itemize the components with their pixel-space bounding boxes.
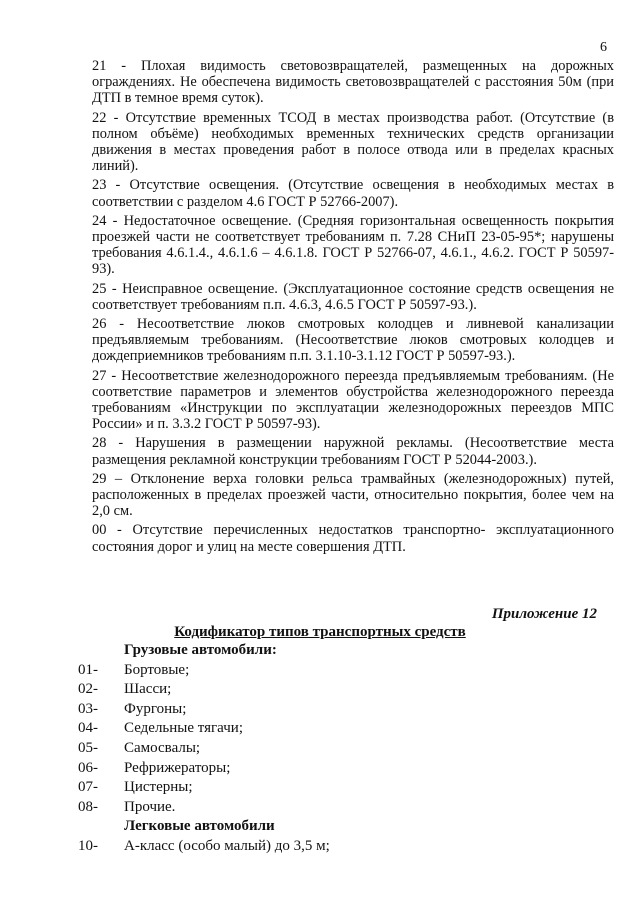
list-item — [92, 281, 614, 313]
vehicle-type: Бортовые; — [124, 661, 190, 678]
item-text: Несоответствие люков смотровых колодцев и ливневой канализации предъявляемым требованиям. (Несоответствие люков смотровых колодцев и дождеприемников требованиям п.п. 3.1.10-3.1.12 ГОСТ Р 50597-93.). — [92, 316, 614, 365]
vehicle-type: Рефрижераторы; — [124, 759, 231, 776]
list-item — [92, 213, 614, 278]
list-item — [78, 837, 618, 857]
list-item — [78, 700, 618, 720]
item-code: 26 - — [92, 316, 124, 333]
vehicle-code: 08- — [78, 798, 98, 815]
appendix-label: Приложение 12 — [491, 606, 597, 622]
list-item — [92, 177, 614, 209]
list-item — [92, 471, 614, 520]
page-number: 6 — [600, 40, 607, 55]
vehicle-codifier — [78, 641, 618, 857]
deficiency-list — [92, 58, 614, 558]
item-code: 21 - — [92, 58, 127, 74]
vehicle-code: 02- — [78, 681, 98, 698]
vehicle-type: А-класс (особо малый) до 3,5 м; — [124, 837, 330, 854]
list-item — [78, 719, 618, 739]
list-item — [92, 435, 614, 467]
item-text: Отсутствие освещения. (Отсутствие освещения в необходимых местах в соответствии с разделом 4.6 ГОСТ Р 52766-2007). — [92, 177, 614, 210]
item-code: 00 - — [92, 522, 122, 539]
item-text: Недостаточное освещение. (Средняя горизонтальная освещенность покрытия проезжей части не соответствует требованиям п. 7.28 СНиП 23-05-95*; нарушены требования 4.6.1.4., 4.6.1.6 – 4.6.1.8. ГОСТ Р 52766-07, 4.6.1., 4.6.2. ГОСТ Р 50597-93). — [92, 212, 614, 278]
list-item — [78, 661, 618, 681]
vehicle-code: 01- — [78, 661, 98, 678]
appendix-title: Кодификатор типов транспортных средств — [174, 624, 466, 640]
vehicle-code: 04- — [78, 720, 98, 737]
vehicle-type: Седельные тягачи; — [124, 720, 243, 737]
list-item — [92, 368, 614, 433]
item-text: Отсутствие перечисленных недостатков транспортно- эксплуатационного состояния дорог и улиц на месте совершения ДТП. — [92, 522, 614, 555]
cars-heading: Легковые автомобили — [124, 818, 275, 835]
item-code: 25 - — [92, 280, 117, 297]
vehicle-code: 05- — [78, 739, 98, 756]
vehicle-type: Прочие. — [124, 798, 176, 815]
vehicle-type: Самосвалы; — [124, 739, 201, 756]
list-item — [78, 759, 618, 779]
item-code: 24 - — [92, 212, 118, 229]
item-text: Отклонение верха головки рельса трамвайных (железнодорожных) путей, расположенных в пределах проезжей части, относительно покрытия, более чем на 2,0 см. — [92, 470, 614, 520]
item-code: 22 - — [92, 109, 119, 126]
vehicle-code: 06- — [78, 759, 98, 776]
list-item — [92, 316, 614, 365]
item-code: 29 – — [92, 470, 123, 487]
list-item — [78, 778, 618, 798]
item-text: Несоответствие железнодорожного переезда предъявляемым требованиям. (Не соответствие параметров и элементов обустройства железнодорожного переезда требованиям «Инструкции по эксплуатации железнодорожных переездов МПС России» и п. 3.3.2 ГОСТ Р 50597-93). — [92, 367, 614, 433]
item-code: 28 - — [92, 435, 124, 452]
list-item — [78, 739, 618, 759]
vehicle-code: 07- — [78, 779, 98, 796]
vehicle-type: Цистерны; — [124, 779, 193, 796]
item-code: 27 - — [92, 367, 117, 384]
vehicle-type: Шасси; — [124, 681, 172, 698]
vehicle-type: Фургоны; — [124, 700, 187, 717]
list-item — [78, 680, 618, 700]
item-text: Нарушения в размещении наружной рекламы. (Несоответствие места размещения рекламной конструкции требованиям ГОСТ Р 52044-2003.). — [92, 435, 614, 468]
item-text: Неисправное освещение. (Эксплуатационное состояние средств освещения не соответствует требованиям п.п. 4.6.3, 4.6.5 ГОСТ Р 50597-93.). — [92, 280, 614, 313]
list-item — [92, 522, 614, 554]
vehicle-code: 03- — [78, 700, 98, 717]
item-text: Отсутствие временных ТСОД в местах производства работ. (Отсутствие (в полном объёме) необходимых временных технических средств организации движения в местах проведения работ в полосе отвода или в пределах красных линий). — [92, 109, 615, 175]
list-item — [92, 110, 614, 175]
item-text: Плохая видимость световозвращателей, размещенных на дорожных ограждениях. Не обеспечена видимость световозвращателей с расстояния 50м (при ДТП в темное время суток). — [92, 58, 614, 107]
list-item — [78, 798, 618, 818]
item-code: 23 - — [92, 177, 121, 194]
vehicle-code: 10- — [78, 837, 98, 854]
trucks-heading: Грузовые автомобили: — [124, 642, 277, 658]
list-item — [92, 58, 614, 107]
